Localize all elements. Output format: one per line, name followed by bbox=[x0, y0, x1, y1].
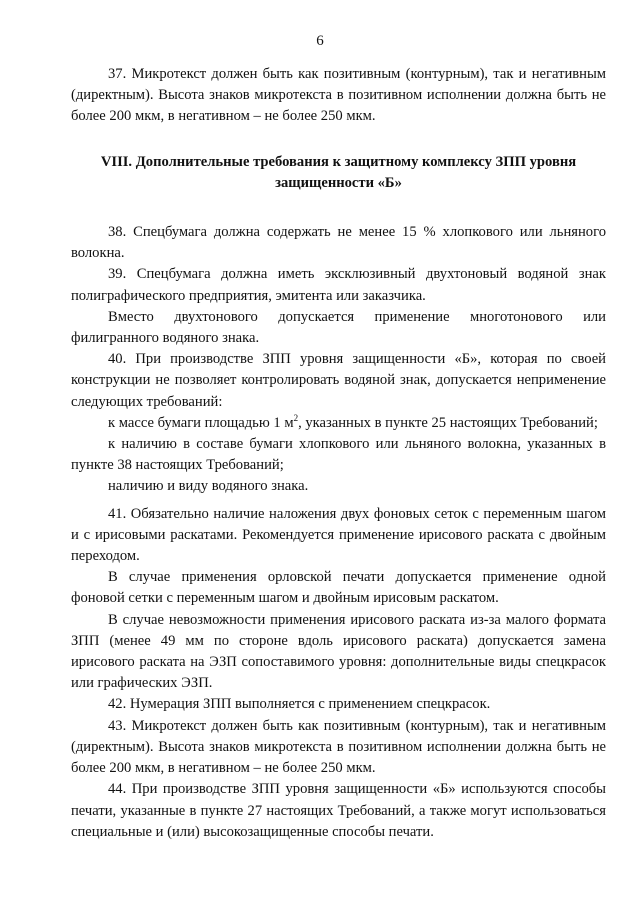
paragraph-40: 40. При производстве ЗПП уровня защищенности «Б», которая по своей конструкции не позволяет контролировать водяной знак, допускается неприменение следующих требований: bbox=[71, 351, 606, 410]
paragraph-39: 39. Спецбумага должна иметь эксклюзивный двухтоновый водяной знак полиграфического предприятия, эмитента или заказчика. bbox=[71, 266, 606, 304]
paragraph-40-item-fiber: к наличию в составе бумаги хлопкового или льняного волокна, указанных в пункте 38 настоящих Требований; bbox=[71, 436, 606, 474]
paragraph-43: 43. Микротекст должен быть как позитивным (контурным), так и негативным (директным). Высота знаков микротекста в позитивном исполнении должна быть не более 200 мкм, в негативном – не более 250 мкм. bbox=[71, 717, 606, 777]
paragraph-41-small-format: В случае невозможности применения ирисового раската из-за малого формата ЗПП (менее 49 мм по стороне вдоль ирисового раската) допускается замена ирисового раската на ЭЗП сопоставимого уровня: дополнительные виды спецкрасок или графических ЭЗП. bbox=[71, 611, 606, 692]
paragraph-40-item-watermark: наличию и виду водяного знака. bbox=[108, 478, 309, 495]
section-heading: VIII. Дополнительные требования к защитному комплексу ЗПП уровня защищенности «Б» bbox=[100, 153, 577, 191]
paragraph-41: 41. Обязательно наличие наложения двух фоновых сеток с переменным шагом и с ирисовыми раскатами. Рекомендуется применение ирисового раската с двойным переходом. bbox=[71, 505, 606, 565]
paragraph-40-item-mass bbox=[71, 413, 606, 434]
paragraph-37: 37. Микротекст должен быть как позитивным (контурным), так и негативным (директным). Высота знаков микротекста в позитивном исполнении должна быть не более 200 мкм, в негативном – не более 250 мкм. bbox=[71, 66, 606, 125]
paragraph-44: 44. При производстве ЗПП уровня защищенности «Б» используются способы печати, указанные в пункте 27 настоящих Требований, а также могут использоваться специальные и (или) высокозащищенные способы печати. bbox=[71, 781, 606, 840]
square-superscript: 2 bbox=[293, 412, 299, 423]
paragraph-38: 38. Спецбумага должна содержать не менее 15 % хлопкового или льняного волокна. bbox=[71, 224, 606, 262]
page-number: 6 bbox=[316, 33, 324, 49]
paper-mass-text-end: , указанных в пункте 25 настоящих Требований; bbox=[298, 414, 598, 431]
paragraph-42: 42. Нумерация ЗПП выполняется с применением спецкрасок. bbox=[108, 696, 491, 713]
paper-mass-text: к массе бумаги площадью 1 м bbox=[108, 414, 294, 431]
document-body bbox=[71, 64, 606, 843]
paragraph-39-continuation: Вместо двухтонового допускается применение многотонового или филигранного водяного знака. bbox=[71, 308, 606, 347]
paragraph-41-orlov-print: В случае применения орловской печати допускается применение одной фоновой сетки с переменным шагом и двойным ирисовым раскатом. bbox=[71, 569, 606, 607]
